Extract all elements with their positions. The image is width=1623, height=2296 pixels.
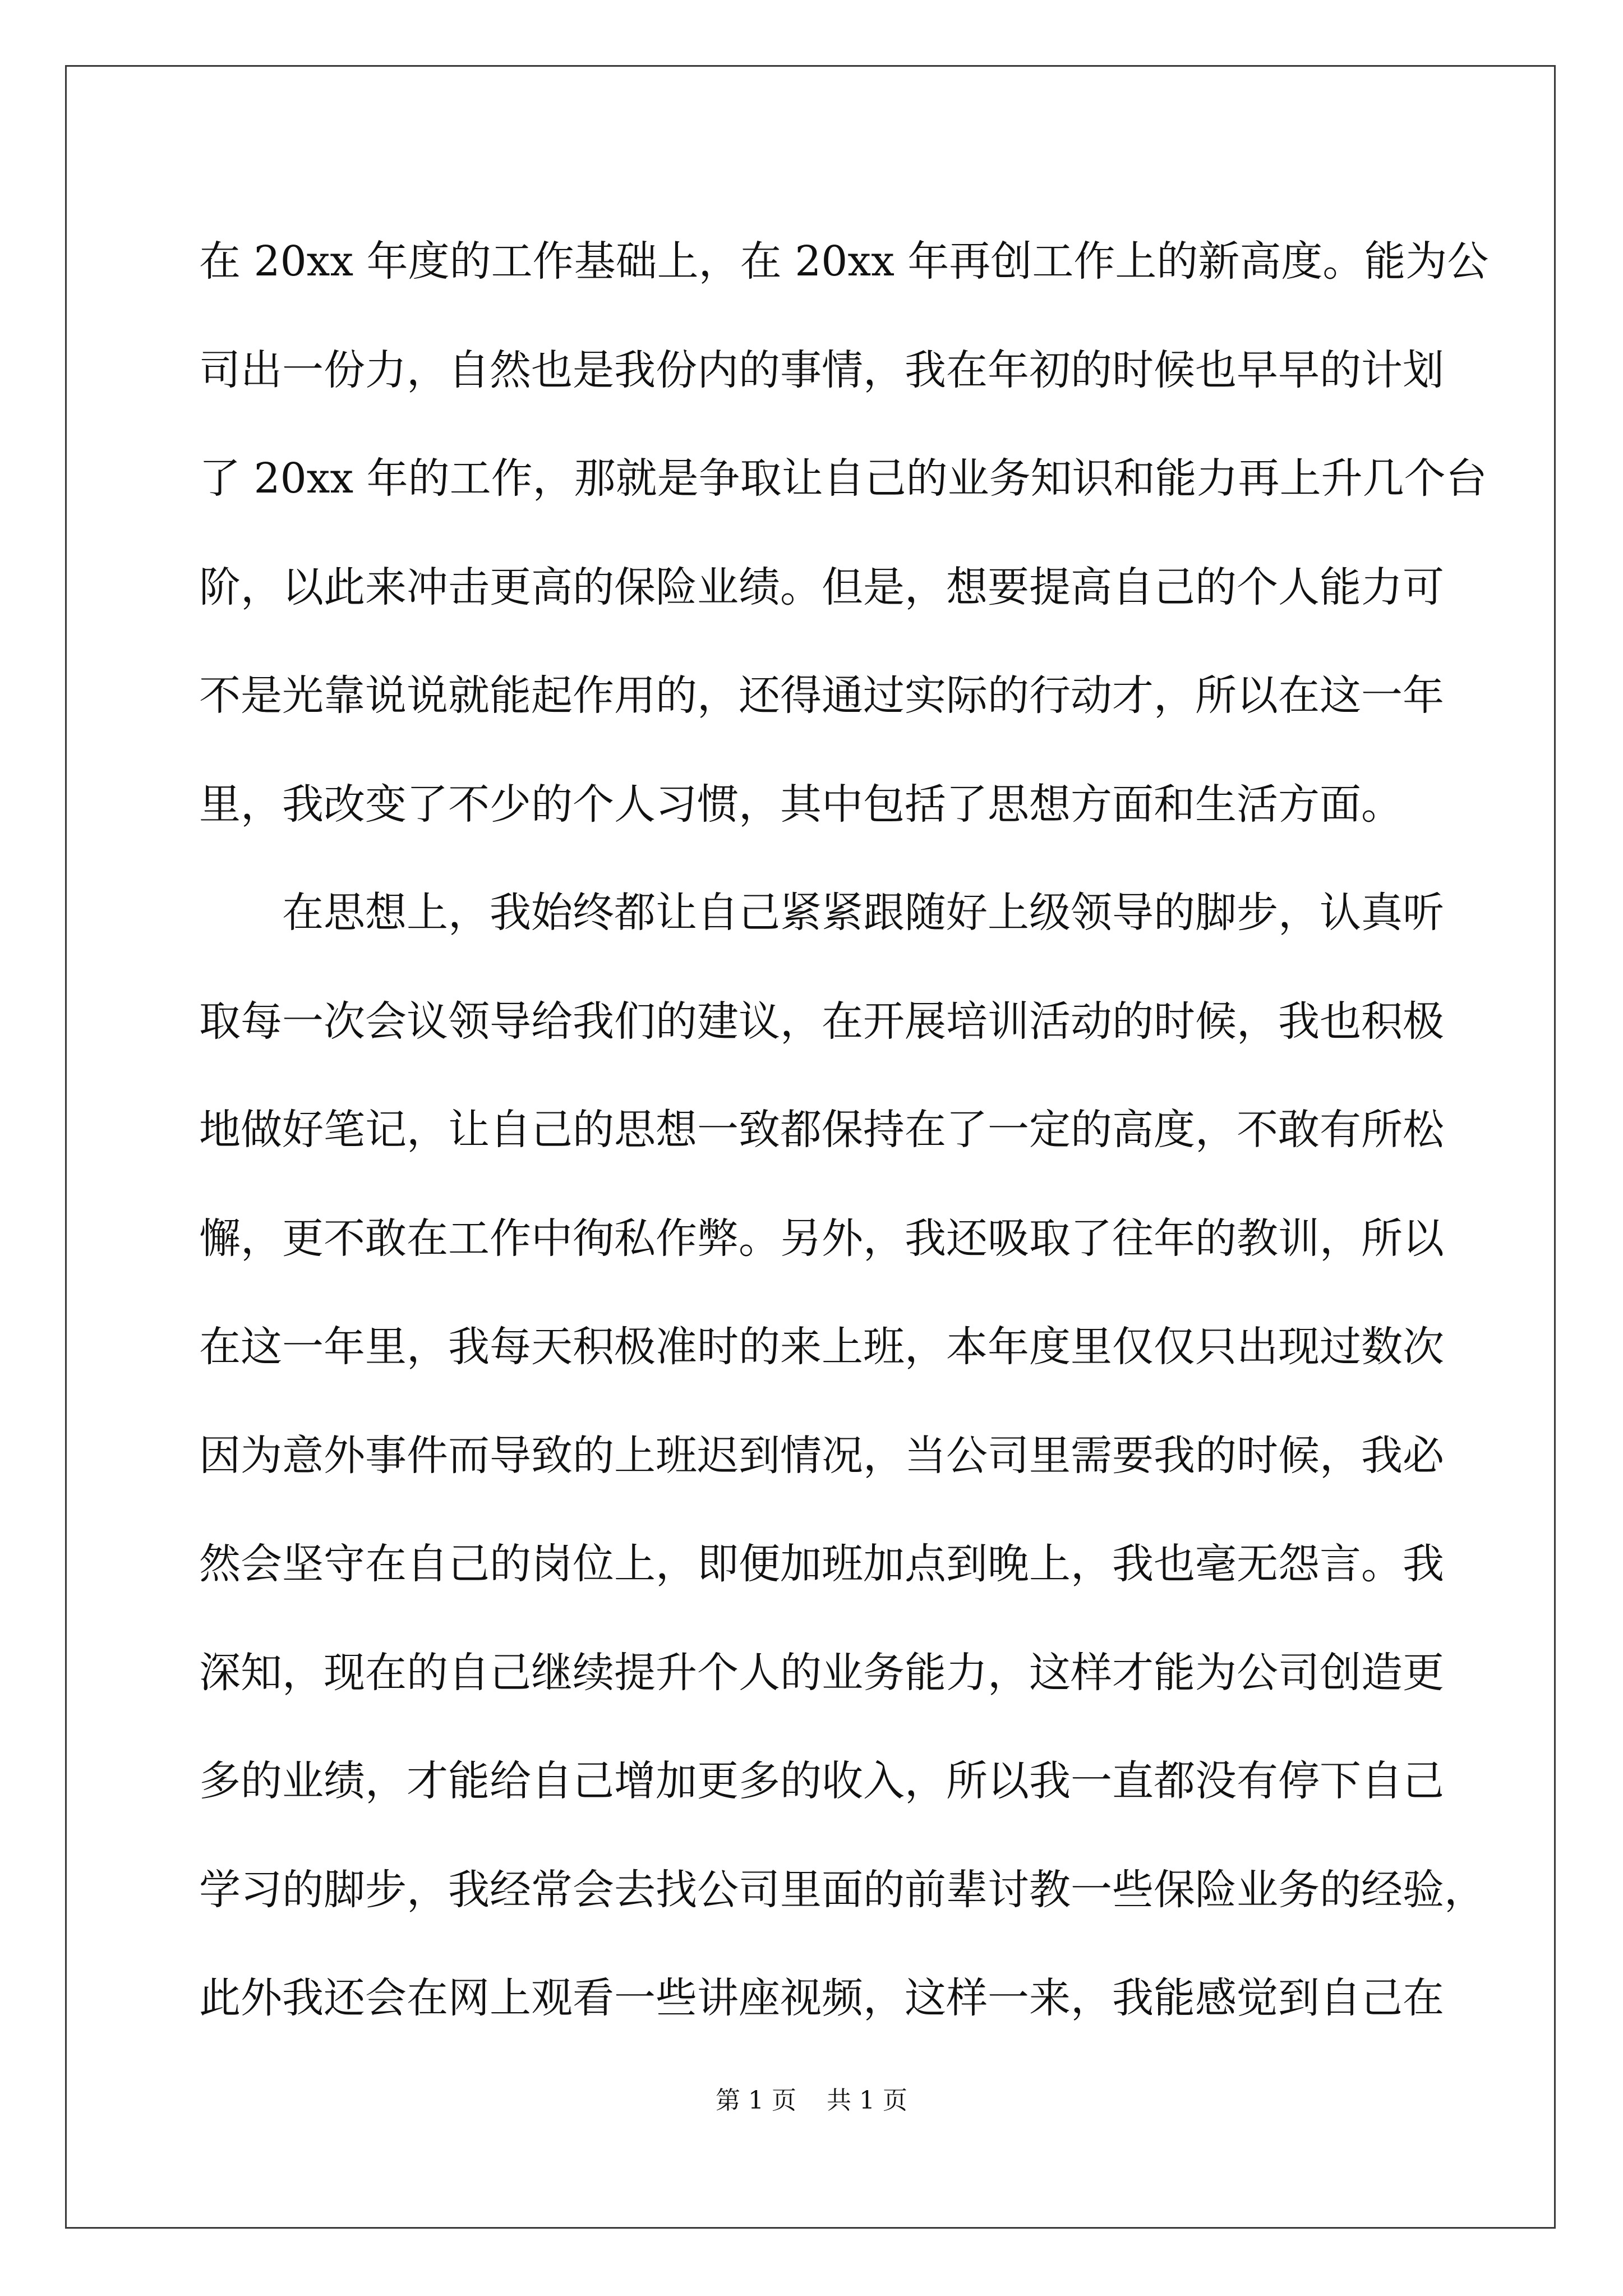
page-number: 第 1 页	[716, 2086, 796, 2115]
text-line: 里，我改变了不少的个人习惯，其中包括了思想方面和生活方面。	[199, 780, 1403, 829]
text-line: 因为意外事件而导致的上班迟到情况，当公司里需要我的时候，我必	[199, 1431, 1444, 1480]
text-line: 在这一年里，我每天积极准时的来上班，本年度里仅仅只出现过数次	[199, 1323, 1444, 1371]
text-line: 然会坚守在自己的岗位上，即便加班加点到晚上，我也毫无怨言。我	[199, 1540, 1444, 1588]
page-total: 共 1 页	[827, 2086, 907, 2115]
text-line: 学习的脚步，我经常会去找公司里面的前辈讨教一些保险业务的经验，	[199, 1865, 1486, 1914]
text-line: 地做好笔记，让自己的思想一致都保持在了一定的高度，不敢有所松	[199, 1106, 1444, 1154]
page-footer	[0, 2080, 1623, 2116]
text-line: 取每一次会议领导给我们的建议，在开展培训活动的时候，我也积极	[199, 997, 1444, 1046]
paragraph	[199, 859, 1486, 2053]
text-line: 多的业绩，才能给自己增加更多的收入，所以我一直都没有停下自己	[199, 1757, 1444, 1805]
text-line: 了 20xx 年的工作，那就是争取让自己的业务知识和能力再上升几个台	[199, 454, 1487, 503]
text-line: 懈，更不敢在工作中徇私作弊。另外，我还吸取了往年的教训，所以	[199, 1214, 1444, 1263]
text-line: 在思想上，我始终都让自己紧紧跟随好上级领导的脚步，认真听	[282, 889, 1444, 937]
text-line: 阶，以此来冲击更高的保险业绩。但是，想要提高自己的个人能力可	[199, 563, 1444, 611]
text-line: 深知，现在的自己继续提升个人的业务能力，这样才能为公司创造更	[199, 1648, 1444, 1697]
paragraph	[199, 208, 1489, 859]
document-body	[199, 208, 1489, 2053]
text-line: 司出一份力，自然也是我份内的事情，我在年初的时候也早早的计划	[199, 346, 1444, 394]
text-line: 此外我还会在网上观看一些讲座视频，这样一来，我能感觉到自己在	[199, 1974, 1444, 2022]
text-line: 在 20xx 年度的工作基础上，在 20xx 年再创工作上的新高度。能为公	[199, 237, 1489, 286]
text-line: 不是光靠说说就能起作用的，还得通过实际的行动才，所以在这一年	[199, 671, 1444, 720]
